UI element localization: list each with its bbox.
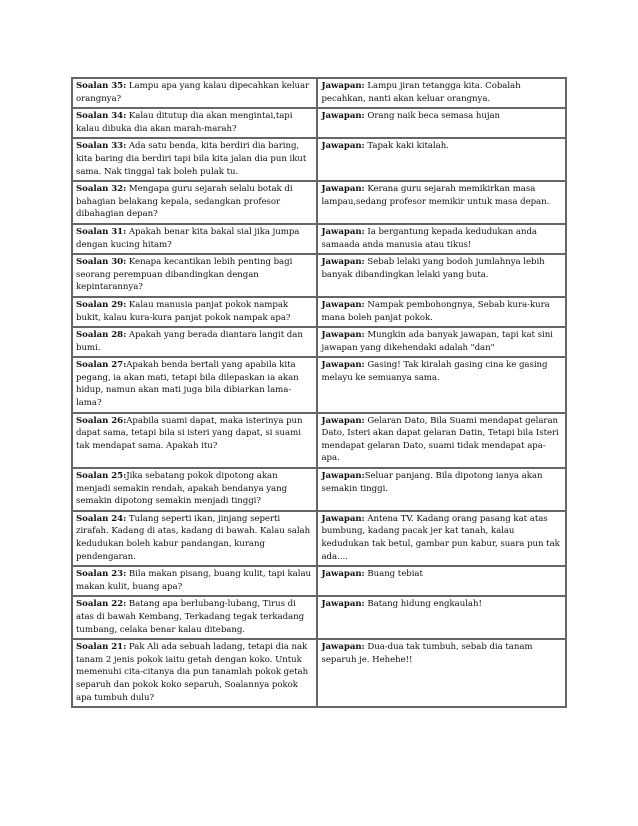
answer-text: Sebab lelaki yang bodoh jumlahnya lebih banyak dibandingkan lelaki yang buta.: [321, 257, 545, 280]
riddle-row: [72, 468, 566, 511]
answer-label: Jawapan:: [321, 184, 365, 195]
question-cell: [72, 138, 317, 181]
question-label: Soalan 35:: [76, 81, 127, 91]
riddle-row: [72, 327, 566, 357]
question-label: Soalan 22:: [76, 599, 127, 610]
answer-text: Gasing! Tak kiralah gasing cina ke gasing melayu ke semuanya sama.: [321, 360, 548, 383]
question-text: Jika sebatang pokok dipotong akan menjadi semakin rendah, apakah bendanya yang semakin dipotong semakin menjadi tinggi?: [76, 471, 288, 507]
answer-label: Jawapan:: [321, 360, 365, 371]
question-cell: [72, 413, 317, 468]
riddle-page: [71, 77, 567, 708]
answer-label: Jawapan:: [321, 642, 365, 653]
answer-cell: [317, 327, 566, 357]
riddle-row: [72, 357, 566, 412]
question-cell: [72, 224, 317, 254]
answer-text: Dua-dua tak tumbuh, sebab dia tanam separuh je. Hehehe!!: [321, 642, 533, 665]
question-cell: [72, 639, 317, 707]
answer-cell: [317, 566, 566, 596]
answer-text: Nampak pembohongnya, Sebab kura-kura mana boleh panjat pokok.: [321, 299, 550, 323]
answer-cell: [317, 297, 566, 327]
answer-cell: [317, 78, 566, 108]
question-text: Mengapa guru sejarah selalu botak di bahagian belakang kepala, sedangkan profesor dibahagian depan?: [76, 184, 293, 220]
question-label: Soalan 24:: [76, 513, 127, 524]
answer-label: Jawapan:: [321, 599, 365, 610]
answer-cell: [317, 181, 566, 224]
question-text: Pak Ali ada sebuah ladang, tetapi dia nak tanam 2 jenis pokok iaitu getah dengan koko. Untuk memenuhi cita-citanya dia pun tanamlah pokok getah separuh dan pokok koko separuh, Soalannya pokok apa tumbuh dulu?: [76, 642, 309, 703]
answer-label: Jawapan:: [321, 81, 365, 91]
question-cell: [72, 468, 317, 511]
question-text: Lampu apa yang kalau dipecahkan keluar orangnya?: [76, 81, 310, 104]
answer-text: Gelaran Dato, Bila Suami mendapat gelaran Dato, Isteri akan dapat gelaran Datin, Tetapi bila Isteri mendapat gelaran Dato, suami tidak mendapat apa-apa.: [321, 415, 559, 464]
riddle-row: [72, 566, 566, 596]
answer-label: Jawapan:: [321, 569, 365, 580]
question-text: Apakah benda bertali yang apabila kita pegang, ia akan mati, tetapi bila dilepaskan ia akan hidup, namun akan mati juga bila dibiarkan lama-lama?: [76, 360, 299, 409]
question-label: Soalan 31:: [76, 226, 127, 237]
answer-text: Tapak kaki kitalah.: [364, 141, 449, 152]
riddle-row: [72, 297, 566, 327]
question-cell: [72, 181, 317, 224]
answer-text: Orang naik beca semasa hujan: [364, 111, 501, 122]
answer-cell: [317, 511, 566, 566]
question-text: Bila makan pisang, buang kulit, tapi kalau makan kulit, buang apa?: [76, 569, 312, 592]
answer-cell: [317, 596, 566, 639]
question-text: Kalau manusia panjat pokok nampak bukit, kalau kura-kura panjat pokok nampak apa?: [76, 299, 291, 323]
riddle-row: [72, 596, 566, 639]
riddle-row: [72, 224, 566, 254]
question-cell: [72, 511, 317, 566]
answer-label: Jawapan:: [321, 111, 365, 122]
question-label: Soalan 34:: [76, 111, 127, 122]
question-text: Kalau ditutup dia akan mengintai,tapi kalau dibuka dia akan marah-marah?: [76, 111, 293, 134]
riddle-row: [72, 181, 566, 224]
answer-label: Jawapan:: [321, 330, 365, 341]
answer-cell: [317, 357, 566, 412]
riddle-row: [72, 511, 566, 566]
question-label: Soalan 25:: [76, 471, 127, 482]
answer-cell: [317, 468, 566, 511]
answer-text: Kerana guru sejarah memikirkan masa lampau,sedang profesor memikir untuk masa depan.: [321, 184, 550, 207]
question-text: Apabila suami dapat, maka isterinya pun dapat sama, tetapi bila si isteri yang dapat, si suami tak mendapat sama. Apakah itu?: [76, 415, 303, 451]
riddle-row: [72, 108, 566, 138]
answer-cell: [317, 108, 566, 138]
question-cell: [72, 254, 317, 297]
answer-cell: [317, 254, 566, 297]
answer-cell: [317, 224, 566, 254]
riddle-table-body: [72, 78, 566, 707]
question-text: Tulang seperti ikan, jinjang seperti zirafah. Kadang di atas, kadang di bawah. Kalau salah kedudukan boleh kabur pandangan, kurang pendengaran.: [76, 513, 311, 562]
answer-label: Jawapan:: [321, 471, 365, 482]
riddle-row: [72, 639, 566, 707]
question-label: Soalan 32:: [76, 184, 127, 195]
question-cell: [72, 357, 317, 412]
question-label: Soalan 27:: [76, 360, 127, 371]
answer-cell: [317, 138, 566, 181]
riddle-row: [72, 78, 566, 108]
question-label: Soalan 23:: [76, 569, 127, 580]
answer-cell: [317, 639, 566, 707]
answer-cell: [317, 413, 566, 468]
riddle-row: [72, 138, 566, 181]
question-label: Soalan 33:: [76, 141, 127, 152]
question-text: Apakah benar kita bakal sial jika jumpa dengan kucing hitam?: [76, 226, 300, 250]
question-cell: [72, 327, 317, 357]
answer-text: Seluar panjang. Bila dipotong ianya akan semakin tinggi.: [321, 471, 543, 494]
answer-text: Ia bergantung kepada kedudukan anda samaada anda manusia atau tikus!: [321, 226, 537, 250]
question-cell: [72, 566, 317, 596]
answer-text: Buang tebiat: [364, 569, 423, 580]
riddle-row: [72, 254, 566, 297]
question-label: Soalan 26:: [76, 415, 127, 426]
question-label: Soalan 21:: [76, 642, 127, 653]
answer-label: Jawapan:: [321, 415, 365, 426]
answer-label: Jawapan:: [321, 299, 365, 310]
answer-label: Jawapan:: [321, 513, 365, 524]
question-text: Kenapa kecantikan lebih penting bagi seorang perempuan dibandingkan dengan kepintarannya?: [76, 257, 293, 293]
question-text: Batang apa berlubang-lubang, Tirus di atas di bawah Kembang, Terkadang tegak terkadang tumbang, celaka benar kalau ditebang.: [76, 599, 305, 635]
answer-text: Mungkin ada banyak jawapan, tapi kat sini jawapan yang dikehendaki adalah "dan": [321, 330, 553, 353]
question-cell: [72, 108, 317, 138]
question-label: Soalan 30:: [76, 257, 127, 268]
answer-label: Jawapan:: [321, 141, 365, 152]
riddle-table: [71, 77, 567, 708]
answer-label: Jawapan:: [321, 257, 365, 268]
answer-text: Batang hidung engkaulah!: [364, 599, 482, 610]
question-label: Soalan 29:: [76, 299, 127, 310]
question-text: Ada satu benda, kita berdiri dia baring, kita baring dia berdiri tapi bila kita jalan dia pun ikut sama. Nak tinggal tak boleh pulak tu.: [76, 141, 307, 177]
answer-label: Jawapan:: [321, 226, 365, 237]
question-cell: [72, 78, 317, 108]
question-cell: [72, 596, 317, 639]
answer-text: Antena TV. Kadang orang pasang kat atas bumbung, kadang pacak jer kat tanah, kalau kedudukan tak betul, gambar pun kabur, suara pun tak ada....: [321, 513, 560, 562]
question-text: Apakah yang berada diantara langit dan bumi.: [76, 330, 303, 353]
answer-text: Lampu jiran tetangga kita. Cobalah pecahkan, nanti akan keluar orangnya.: [321, 81, 521, 104]
question-cell: [72, 297, 317, 327]
question-label: Soalan 28:: [76, 330, 127, 341]
riddle-row: [72, 413, 566, 468]
